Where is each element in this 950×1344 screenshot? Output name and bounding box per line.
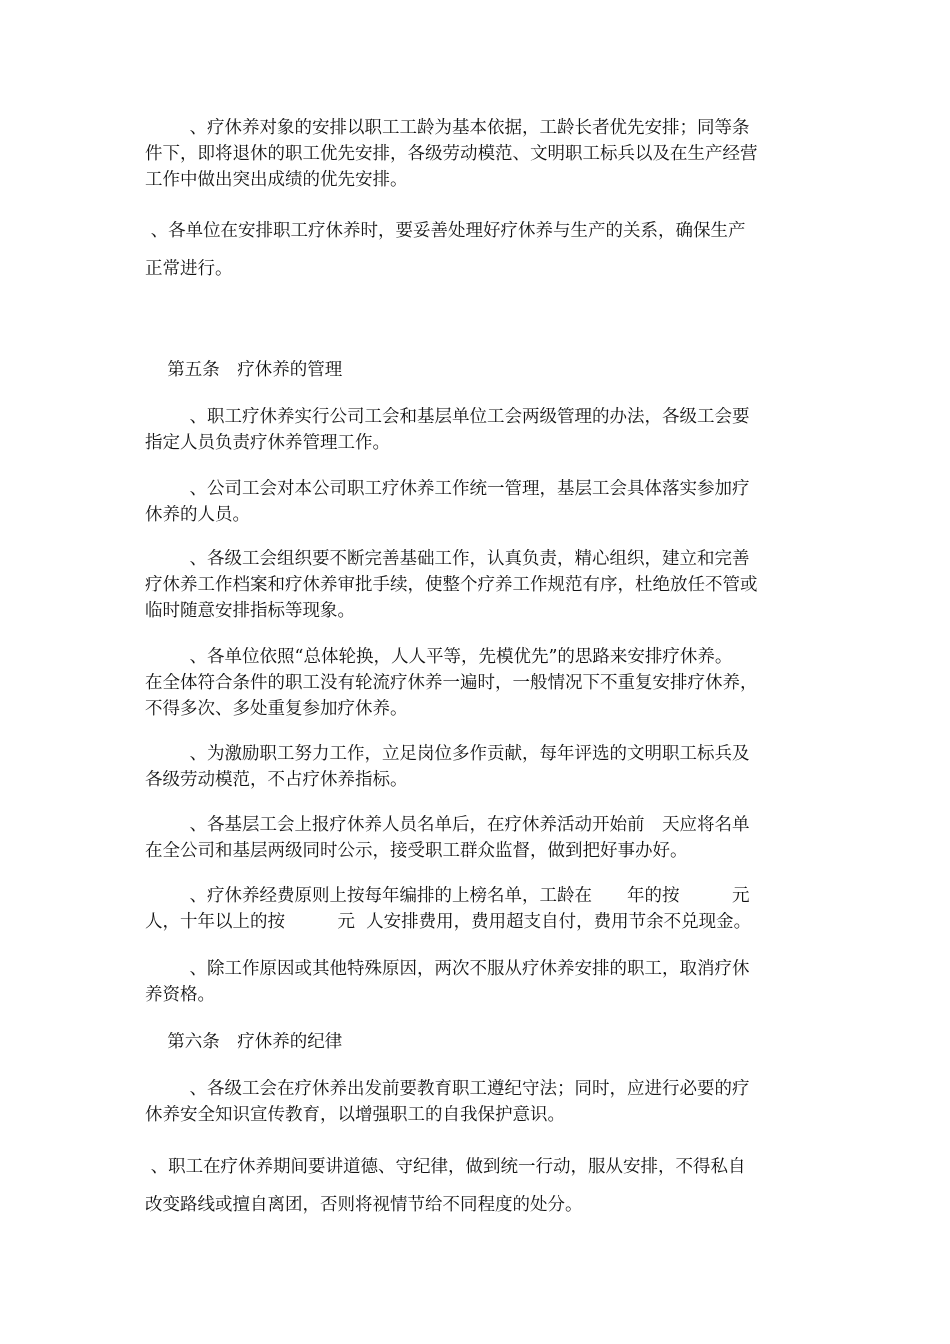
text-line: 临时随意安排指标等现象。 <box>145 601 355 621</box>
text-line: 指定人员负责疗休养管理工作。 <box>145 433 390 453</box>
paragraph-discipline-education <box>145 1076 815 1128</box>
text-line: 、公司工会对本公司职工疗休养工作统一管理，基层工会具体落实参加疗 <box>145 479 750 499</box>
text-line: 件下，即将退休的职工优先安排，各级劳动模范、文明职工标兵以及在生产经营 <box>145 144 758 164</box>
text-line: 、疗休养对象的安排以职工工龄为基本依据，工龄长者优先安排；同等条 <box>145 118 750 138</box>
text-line: 改变路线或擅自离团，否则将视情节给不同程度的处分。 <box>145 1195 583 1215</box>
text-line: 、疗休养经费原则上按每年编排的上榜名单，工龄在 年的按 元 <box>145 886 750 906</box>
paragraph-rotation-principle <box>145 644 815 722</box>
paragraph-unified-management <box>145 476 815 528</box>
paragraph-recuperation-eligibility <box>145 115 815 193</box>
paragraph-conduct-rules <box>145 1148 815 1224</box>
paragraph-two-level-management <box>145 404 815 456</box>
paragraph-model-workers <box>145 741 815 793</box>
paragraph-funding <box>145 883 815 935</box>
paragraph-production-balance <box>145 212 815 288</box>
text-line: 、各单位依照“总体轮换，人人平等，先模优先”的思路来安排疗休养。 <box>145 647 733 667</box>
text-line: 不得多次、多处重复参加疗休养。 <box>145 699 408 719</box>
text-line: 在全公司和基层两级同时公示，接受职工群众监督，做到把好事办好。 <box>145 841 688 861</box>
section-heading-article-5 <box>145 357 815 383</box>
text-line: 各级劳动模范，不占疗休养指标。 <box>145 770 408 790</box>
paragraph-archive-and-approval <box>145 546 815 624</box>
section-heading-article-6 <box>145 1029 815 1055</box>
text-line: 、各级工会组织要不断完善基础工作，认真负责，精心组织，建立和完善 <box>145 549 750 569</box>
text-line: 休养的人员。 <box>145 505 250 525</box>
text-line: 休养安全知识宣传教育，以增强职工的自我保护意识。 <box>145 1105 565 1125</box>
text-line: 、各单位在安排职工疗休养时，要妥善处理好疗休养与生产的关系，确保生产 <box>145 221 746 241</box>
text-line: 人，十年以上的按 元 人安排费用，费用超支自付，费用节余不兑现金。 <box>145 912 752 932</box>
text-line: 、除工作原因或其他特殊原因，两次不服从疗休养安排的职工，取消疗休 <box>145 959 750 979</box>
text-line: 、职工疗休养实行公司工会和基层单位工会两级管理的办法，各级工会要 <box>145 407 750 427</box>
heading-text: 第五条 疗休养的管理 <box>145 360 343 380</box>
text-line: 疗休养工作档案和疗休养审批手续，使整个疗养工作规范有序，杜绝放任不管或 <box>145 575 758 595</box>
text-line: 正常进行。 <box>145 259 233 279</box>
text-line: 工作中做出突出成绩的优先安排。 <box>145 170 408 190</box>
text-line: 、为激励职工努力工作，立足岗位多作贡献，每年评选的文明职工标兵及 <box>145 744 750 764</box>
text-line: 、各级工会在疗休养出发前要教育职工遵纪守法；同时，应进行必要的疗 <box>145 1079 750 1099</box>
text-line: 在全体符合条件的职工没有轮流疗休养一遍时，一般情况下不重复安排疗休养， <box>145 673 758 693</box>
text-line: 、各基层工会上报疗休养人员名单后，在疗休养活动开始前 天应将名单 <box>145 815 750 835</box>
paragraph-public-notice <box>145 812 815 864</box>
text-line: 、职工在疗休养期间要讲道德、守纪律，做到统一行动，服从安排，不得私自 <box>145 1157 746 1177</box>
paragraph-disqualification <box>145 956 815 1008</box>
text-line: 养资格。 <box>145 985 215 1005</box>
heading-text: 第六条 疗休养的纪律 <box>145 1032 343 1052</box>
